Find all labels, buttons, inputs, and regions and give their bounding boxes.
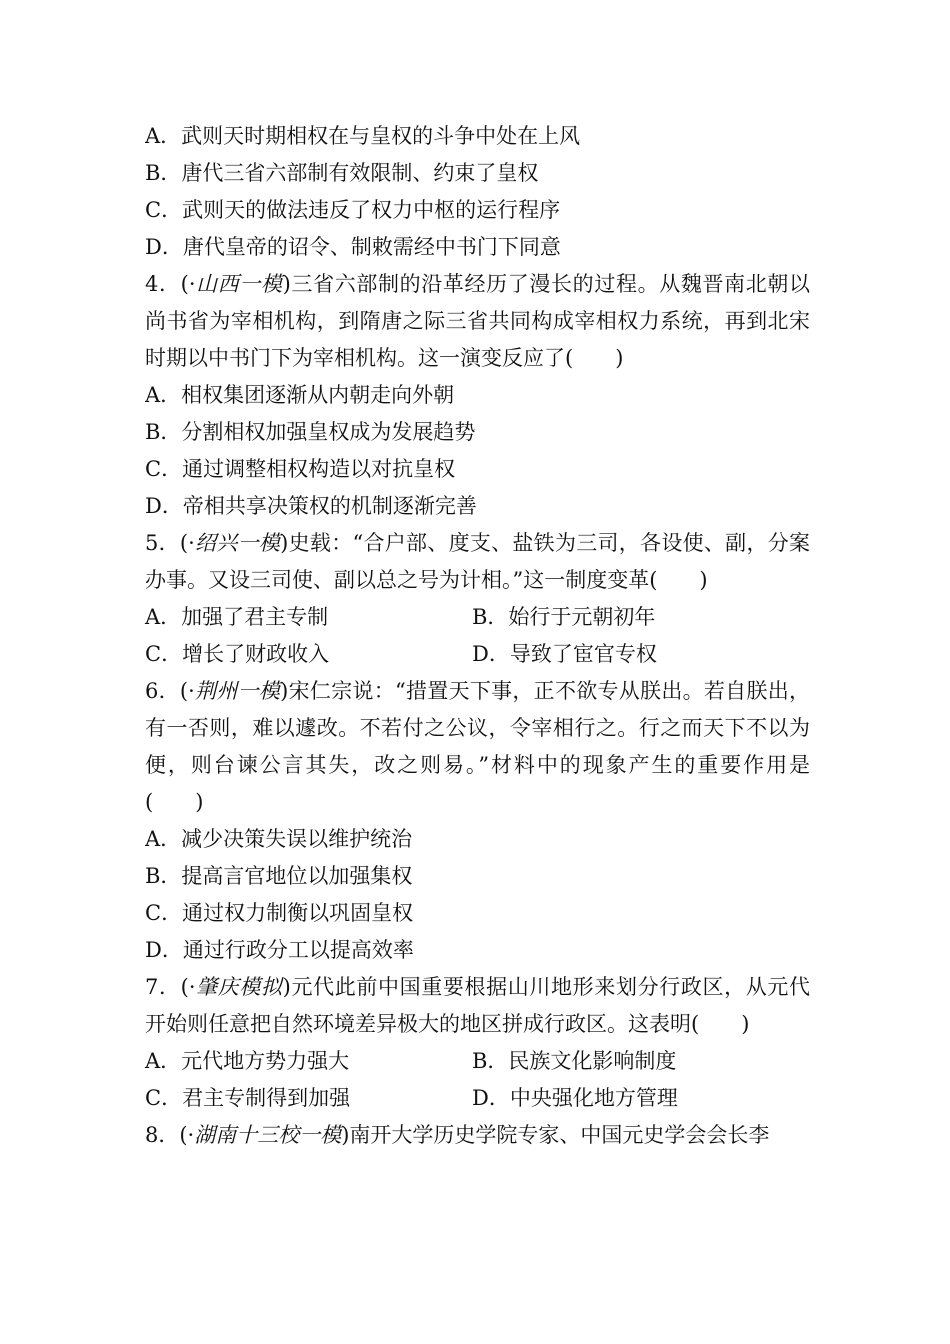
question-6: [145, 673, 810, 969]
q5-source: 绍兴一模: [194, 531, 281, 555]
q4-option-d: D．帝相共享决策权的机制逐渐完善: [145, 494, 477, 518]
document-page: [145, 118, 810, 1154]
question-5: [145, 525, 810, 673]
q8-text: )南开大学历史学院专家、中国元史学会会长李: [341, 1123, 770, 1147]
q4-text: )三省六部制的沿革经历了漫长的过程。从魏晋南北朝以尚书省为宰相机构，到隋唐之际三省共同构成宰相权力系统，再到北宋时期以中书门下为宰相机构。这一演变反应了( ): [145, 272, 810, 370]
question-4: [145, 266, 810, 525]
q4-source: 山西一模: [195, 272, 283, 296]
q4-number: 4．(·: [145, 272, 196, 296]
q4-option-c: C．通过调整相权构造以对抗皇权: [145, 457, 456, 481]
q7-option-b: B．民族文化影响制度: [472, 1049, 677, 1073]
q5-option-a: A．加强了君主专制: [145, 605, 329, 629]
q6-source: 荆州一模: [194, 679, 281, 703]
q7-options-row-2: [145, 1080, 810, 1117]
q8-source: 湖南十三校一模: [194, 1123, 342, 1147]
q7-text: )元代此前中国重要根据山川地形来划分行政区，从元代开始则任意把自然环境差异极大的地区拼成行政区。这表明( ): [145, 975, 810, 1036]
q7-number: 7．(·: [145, 975, 196, 999]
q4-option-b: B．分割相权加强皇权成为发展趋势: [145, 420, 476, 444]
q5-option-c: C．增长了财政收入: [145, 642, 330, 666]
q6-option-a: A．减少决策失误以维护统治: [145, 827, 413, 851]
question-8: [145, 1117, 810, 1154]
question-3-options: [145, 118, 810, 266]
q7-option-c: C．君主专制得到加强: [145, 1086, 351, 1110]
q6-option-d: D．通过行政分工以提高效率: [145, 938, 414, 962]
q5-options-row-1: [145, 599, 810, 636]
q8-stem: [145, 1117, 810, 1154]
q6-option-b: B．提高言官地位以加强集权: [145, 864, 413, 888]
q7-source: 肇庆模拟: [195, 975, 283, 999]
q7-option-d: D．中央强化地方管理: [472, 1086, 678, 1110]
q5-stem: [145, 525, 810, 599]
q6-option-c: C．通过权力制衡以巩固皇权: [145, 901, 414, 925]
q4-stem: [145, 266, 810, 377]
q5-number: 5．(·: [145, 531, 195, 555]
q4-option-a: A．相权集团逐渐从内朝走向外朝: [145, 383, 455, 407]
q8-number: 8．(·: [145, 1123, 195, 1147]
q5-text: )史载：“合户部、度支、盐铁为三司，各设使、副，分案办事。又设三司使、副以总之号为计相。”这一制度变革( ): [145, 531, 810, 592]
q5-option-d: D．导致了宦官专权: [472, 642, 657, 666]
q5-options-row-2: [145, 636, 810, 673]
q3-option-c: C．武则天的做法违反了权力中枢的运行程序: [145, 198, 561, 222]
q5-option-b: B．始行于元朝初年: [472, 605, 656, 629]
q6-text: )宋仁宗说：“措置天下事，正不欲专从朕出。若自朕出，有一否则，难以遽改。不若付之公议，令宰相行之。行之而天下不以为便，则台谏公言其失，改之则易。”材料中的现象产生的重要作用是( ): [145, 679, 810, 814]
q3-option-a: A．武则天时期相权在与皇权的斗争中处在上风: [145, 124, 581, 148]
q3-option-b: B．唐代三省六部制有效限制、约束了皇权: [145, 161, 539, 185]
question-7: [145, 969, 810, 1117]
q7-options-row-1: [145, 1043, 810, 1080]
q7-stem: [145, 969, 810, 1043]
q7-option-a: A．元代地方势力强大: [145, 1049, 350, 1073]
q3-option-d: D．唐代皇帝的诏令、制敕需经中书门下同意: [145, 235, 561, 259]
q6-stem: [145, 673, 810, 821]
q6-number: 6．(·: [145, 679, 195, 703]
